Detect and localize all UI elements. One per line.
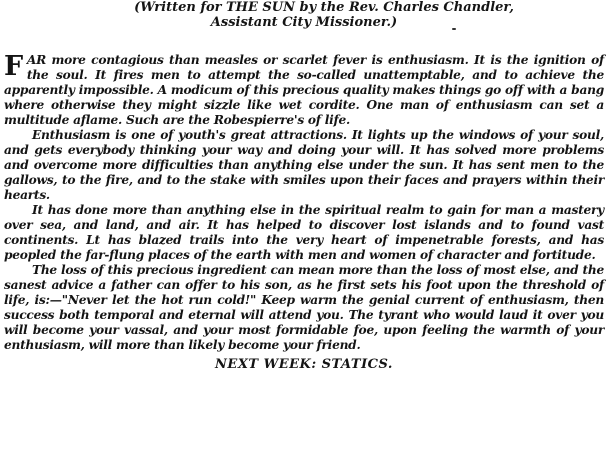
- drop-cap: F: [4, 51, 23, 82]
- next-week-notice: NEXT WEEK: STATICS.: [215, 357, 393, 372]
- byline-line-2: Assistant City Missioner.): [210, 15, 398, 30]
- article-body: [4, 53, 604, 353]
- byline-line-1: (Written for THE SUN by the Rev. Charles Chandler,: [134, 0, 514, 15]
- article-paragraph-4: The loss of this precious ingredient can mean more than the loss of most else, and the sanest advice a father can offer to his son, as he first sets his foot upon the threshold of life, is:—"Never let the hot run cold!" Keep warm the genial current of enthusiasm, then success both temporal and eternal will attend you. The tyrant who would laud it over you will become your vassal, and your most formidable foe, upon feeling the warmth of your enthusiasm, will more than likely become your friend.: [4, 263, 604, 352]
- paragraph-text: AR more contagious than measles or scarlet fever is enthusiasm. It is the ignition of the soul. It fires men to attempt the so-called unattemptable, and to achieve the apparently impossible. A modicum of this precious quality makes things go off with a bang where otherwise they might sizzle like wet cordite. One man of enthusiasm can set a multitude aflame. Such are the Robespierre's of life.: [4, 53, 604, 127]
- article-paragraph-3: It has done more than anything else in the spiritual realm to gain for man a mastery over sea, and land, and air. It has helped to discover lost islands and to found vast continents. Lt has blazed trails into the very heart of impenetrable forests, and has peopled the far-flung places of the earth with men and women of character and fortitude.: [4, 203, 604, 262]
- print-speck: [452, 28, 456, 30]
- article-paragraph-1: [4, 53, 604, 128]
- article-paragraph-2: Enthusiasm is one of youth's great attractions. It lights up the windows of your soul, and gets everybody thinking your way and doing your will. It has solved more problems and overcome more difficulties than anything else under the sun. It has sent men to the gallows, to the fire, and to the stake with smiles upon their faces and prayers within their hearts.: [4, 128, 604, 202]
- byline-credit: [4, 0, 604, 30]
